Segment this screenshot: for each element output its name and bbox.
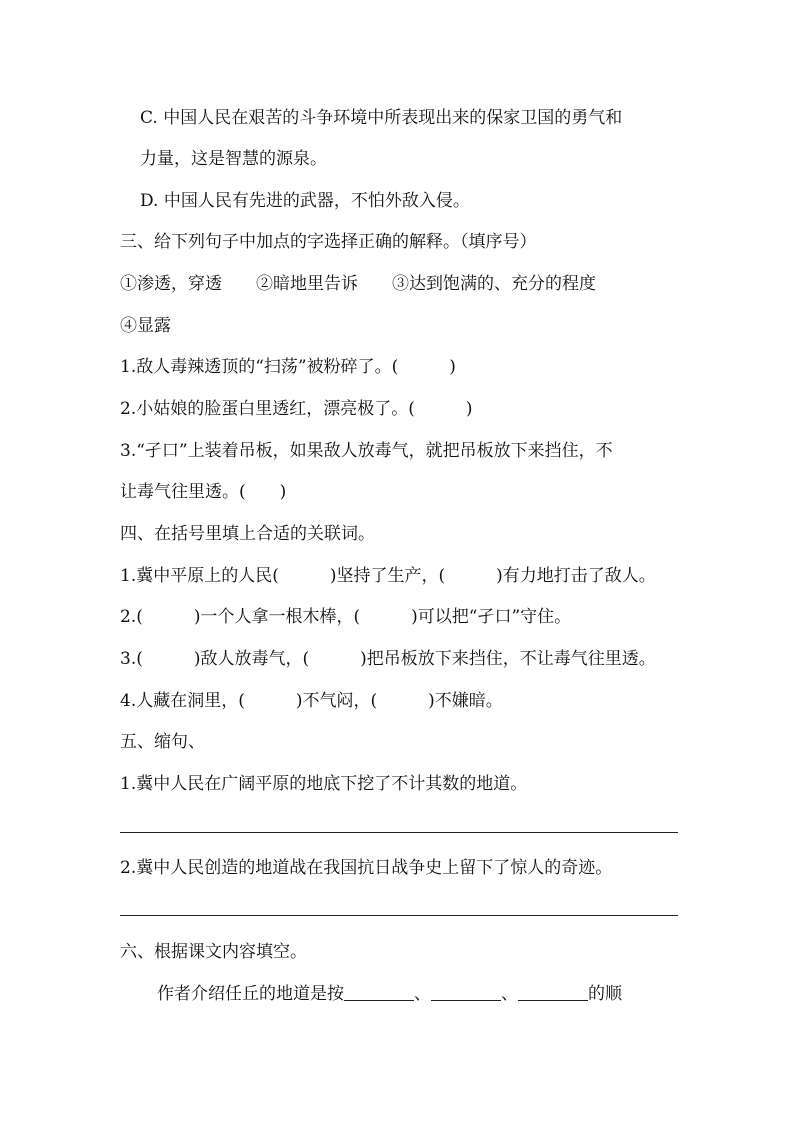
section5-title: 五、缩句、 [120,732,205,752]
option-c-line2: 力量，这是智慧的源泉。 [140,149,327,169]
section3-question-3-line2: 让毒气往里透。( ) [120,482,287,502]
section4-question-2: 2.( )一个人拿一根木棒，( )可以把“孑口”守住。 [120,607,572,627]
section3-question-1: 1.敌人毒辣透顶的“扫荡”被粉碎了。( ) [120,357,456,377]
section6-blank-3[interactable] [518,982,588,1001]
section4-question-1: 1.冀中平原上的人民( )坚持了生产，( )有力地打击了敌人。 [120,566,656,586]
option-c-line1: C. 中国人民在艰苦的斗争环境中所表现出来的保家卫国的勇气和 [140,108,623,128]
section5-answer-line-1[interactable] [120,832,678,833]
section6-title: 六、根据课文内容填空。 [120,942,307,962]
section5-question-1: 1.冀中人民在广阔平原的地底下挖了不计其数的地道。 [120,774,528,794]
section3-choices-line2: ④显露 [120,316,171,336]
section3-choices-line1: ①渗透，穿透 ②暗地里告诉 ③达到饱满的、充分的程度 [120,274,596,294]
section3-question-3-line1: 3.“孑口”上装着吊板，如果敌人放毒气，就把吊板放下来挡住，不 [120,441,613,461]
section6-fill-sentence [157,982,622,1006]
section4-question-3: 3.( )敌人放毒气，( )把吊板放下来挡住，不让毒气往里透。 [120,649,656,669]
section3-question-2: 2.小姑娘的脸蛋白里透红，漂亮极了。( ) [120,399,473,419]
section6-blank-1[interactable] [344,982,414,1001]
section5-question-2: 2.冀中人民创造的地道战在我国抗日战争史上留下了惊人的奇迹。 [120,858,613,878]
section6-blank-2[interactable] [431,982,501,1001]
section6-separator-1: 、 [414,984,431,1004]
section6-text-end: 的顺 [588,984,622,1004]
section3-title: 三、给下列句子中加点的字选择正确的解释。（填序号） [120,232,537,252]
section6-separator-2: 、 [501,984,518,1004]
section6-text-start: 作者介绍任丘的地道是按 [157,984,344,1004]
section5-answer-line-2[interactable] [120,915,678,916]
section4-question-4: 4.人藏在洞里，( )不气闷，( )不嫌暗。 [120,691,503,711]
option-d-line: D. 中国人民有先进的武器，不怕外敌入侵。 [140,191,470,211]
section4-title: 四、在括号里填上合适的关联词。 [120,524,375,544]
